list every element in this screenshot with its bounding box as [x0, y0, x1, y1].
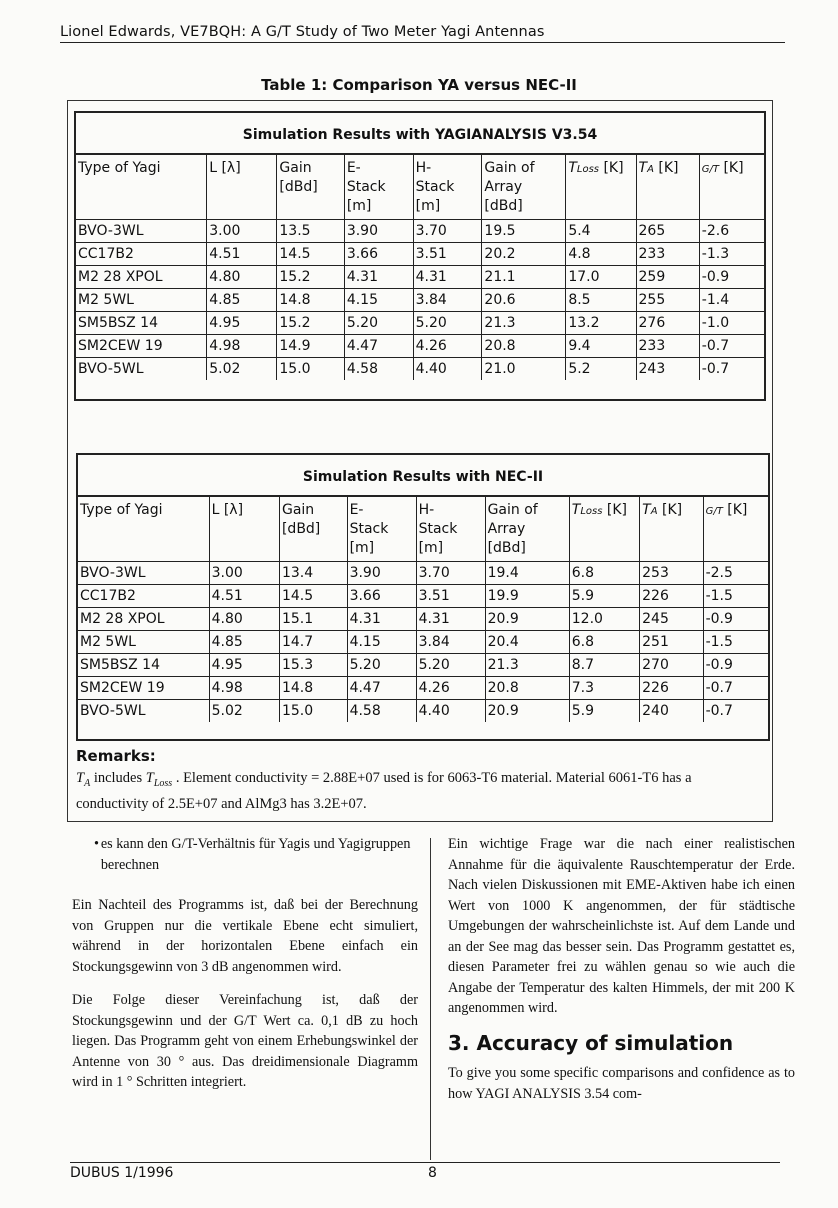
column-header: L [λ]	[209, 497, 279, 562]
table-cell: 4.58	[347, 700, 416, 723]
table-cell: 14.7	[279, 631, 347, 654]
table-cell: 3.66	[344, 243, 413, 266]
table-cell: 4.8	[566, 243, 636, 266]
yagianalysis-results	[74, 111, 766, 401]
table-cell: 5.9	[569, 700, 639, 723]
journal-issue: DUBUS 1/1996	[70, 1165, 174, 1181]
page-footer	[70, 1162, 780, 1181]
column-header: H- Stack [m]	[416, 497, 485, 562]
table-cell: 12.0	[569, 608, 639, 631]
table-cell: 3.00	[207, 220, 277, 243]
table-cell: 4.26	[416, 677, 485, 700]
table-cell: 3.90	[344, 220, 413, 243]
table-cell: 4.31	[344, 266, 413, 289]
table-cell: M2 28 XPOL	[76, 266, 207, 289]
column-header: H- Stack [m]	[413, 155, 482, 220]
paragraph: Ein Nachteil des Programms ist, daß bei der Berechnung von Gruppen nur die vertikale Ebene echt simuliert, während in der horizontalen Ebene einfach ein Stockungsgewinn von 3 dB angenommen wird.	[72, 897, 418, 975]
table-cell: -0.9	[699, 266, 764, 289]
table-row	[76, 266, 764, 289]
table-cell: 4.31	[413, 266, 482, 289]
table-cell: CC17B2	[76, 243, 207, 266]
table-cell: 21.1	[482, 266, 566, 289]
bullet-item	[72, 834, 418, 875]
table-row	[78, 562, 768, 585]
table-cell: M2 5WL	[76, 289, 207, 312]
table-row	[76, 358, 764, 381]
table-cell: 5.20	[344, 312, 413, 335]
table-row	[76, 289, 764, 312]
table-cell: -0.7	[699, 358, 764, 381]
column-header: Gain of Array [dBd]	[482, 155, 566, 220]
table-cell: 253	[640, 562, 703, 585]
table-cell: 4.47	[344, 335, 413, 358]
paragraph: Die Folge dieser Vereinfachung ist, daß der Stockungsgewinn und der G/T Wert ca. 0,1 dB zu hoch liegen. Das Programm geht von einem Erhebungswinkel der Antenne von 30 ° aus. Das dreidimensionale Diagramm wird in 1 ° Schritten integriert.	[72, 992, 418, 1090]
table-cell: 4.95	[207, 312, 277, 335]
table-cell: SM2CEW 19	[78, 677, 209, 700]
results-table	[78, 497, 768, 722]
bullet-text: es kann den G/T-Verhältnis für Yagis und Yagigruppen berechnen	[100, 836, 411, 873]
table-cell: 4.31	[416, 608, 485, 631]
table-cell: 20.8	[485, 677, 569, 700]
table-cell: 5.4	[566, 220, 636, 243]
column-divider	[430, 838, 431, 1160]
table-row	[78, 654, 768, 677]
table-row	[76, 312, 764, 335]
table-cell: 4.98	[209, 677, 279, 700]
running-header: Lionel Edwards, VE7BQH: A G/T Study of Two Meter Yagi Antennas	[60, 24, 785, 43]
table-cell: 17.0	[566, 266, 636, 289]
table-cell: 255	[636, 289, 699, 312]
table-cell: CC17B2	[78, 585, 209, 608]
table-cell: 3.00	[209, 562, 279, 585]
table-cell: 15.0	[277, 358, 344, 381]
table-cell: 265	[636, 220, 699, 243]
table-cell: 3.84	[416, 631, 485, 654]
column-header: TA [K]	[640, 497, 703, 562]
column-header: TA [K]	[636, 155, 699, 220]
table-cell: SM5BSZ 14	[76, 312, 207, 335]
table-cell: 4.15	[344, 289, 413, 312]
table-cell: SM5BSZ 14	[78, 654, 209, 677]
table-cell: 4.98	[207, 335, 277, 358]
table-cell: 20.8	[482, 335, 566, 358]
header-row	[78, 497, 768, 562]
table-title: Simulation Results with YAGIANALYSIS V3.54	[76, 113, 764, 155]
table-cell: 6.8	[569, 631, 639, 654]
table-frame	[67, 100, 773, 822]
table-row	[76, 335, 764, 358]
table-cell: 4.40	[413, 358, 482, 381]
table-cell: -0.9	[703, 654, 768, 677]
table-cell: 20.9	[485, 700, 569, 723]
table-cell: 270	[640, 654, 703, 677]
column-header: G/T [K]	[699, 155, 764, 220]
table-cell: M2 5WL	[78, 631, 209, 654]
table-cell: 259	[636, 266, 699, 289]
bullet-icon: •	[94, 836, 99, 852]
table-cell: 15.0	[279, 700, 347, 723]
remarks-text: $T_A$ includes $T_{Loss}$ . Element conductivity = 2.88E+07 used is for 6063-T6 material. Material 6061-T6 has a conductivity of 2.5E+07 and AlMg3 has 3.2E+07.	[76, 770, 692, 812]
remarks	[76, 746, 766, 814]
table-cell: 15.2	[277, 266, 344, 289]
table-cell: 15.1	[279, 608, 347, 631]
table-cell: 14.5	[277, 243, 344, 266]
table-row	[76, 243, 764, 266]
table-cell: 9.4	[566, 335, 636, 358]
table-cell: 3.84	[413, 289, 482, 312]
table-cell: 5.20	[347, 654, 416, 677]
table-cell: 233	[636, 335, 699, 358]
paragraph: To give you some specific comparisons and confidence as to how YAGI ANALYSIS 3.54 com-	[448, 1065, 795, 1102]
column-header: L [λ]	[207, 155, 277, 220]
table-cell: 4.95	[209, 654, 279, 677]
table-cell: 21.0	[482, 358, 566, 381]
table-cell: 5.2	[566, 358, 636, 381]
nec-results	[76, 453, 770, 741]
right-column	[448, 834, 795, 1117]
table-cell: 19.5	[482, 220, 566, 243]
table-row	[78, 631, 768, 654]
table-cell: 5.20	[416, 654, 485, 677]
table-cell: BVO-3WL	[78, 562, 209, 585]
table-row	[78, 585, 768, 608]
page-number: 8	[428, 1165, 437, 1181]
section-heading: 3. Accuracy of simulation	[448, 1030, 734, 1055]
table-cell: BVO-5WL	[76, 358, 207, 381]
column-header: G/T [K]	[703, 497, 768, 562]
table-cell: -2.6	[699, 220, 764, 243]
table-cell: 14.8	[277, 289, 344, 312]
table-cell: BVO-3WL	[76, 220, 207, 243]
table-cell: 3.51	[413, 243, 482, 266]
table-cell: 4.31	[347, 608, 416, 631]
table-title: Simulation Results with NEC-II	[78, 455, 768, 497]
table-cell: 243	[636, 358, 699, 381]
column-header: E- Stack [m]	[344, 155, 413, 220]
column-header: Gain [dBd]	[279, 497, 347, 562]
table-cell: 4.40	[416, 700, 485, 723]
table-row	[76, 220, 764, 243]
table-cell: 8.5	[566, 289, 636, 312]
column-header: Gain [dBd]	[277, 155, 344, 220]
table-cell: 14.9	[277, 335, 344, 358]
table-cell: M2 28 XPOL	[78, 608, 209, 631]
table-cell: 20.2	[482, 243, 566, 266]
table-cell: 14.5	[279, 585, 347, 608]
table-cell: 4.85	[207, 289, 277, 312]
table-cell: 6.8	[569, 562, 639, 585]
table-cell: 15.3	[279, 654, 347, 677]
paragraph: Ein wichtige Frage war die nach einer realistischen Annahme für die äquivalente Rauschtemperatur der Erde. Nach vielen Diskussionen mit EME-Aktiven habe ich einen Wert von 1000 K angenommen, der für städtische Umgebungen der wahrscheinlichste ist. Auf dem Lande und an der See mag das besser sein. Das Programm gestattet es, diesen Parameter frei zu wählen genau so wie auch die Angabe der Temperatur des kalten Himmels, der mit 200 K angenommen wird.	[448, 836, 795, 1016]
table-cell: -2.5	[703, 562, 768, 585]
table-cell: BVO-5WL	[78, 700, 209, 723]
table-cell: -0.9	[703, 608, 768, 631]
table-cell: -0.7	[703, 700, 768, 723]
table-row	[78, 608, 768, 631]
table-cell: -1.3	[699, 243, 764, 266]
table-cell: 245	[640, 608, 703, 631]
results-table	[76, 155, 764, 380]
table-cell: 4.51	[207, 243, 277, 266]
table-cell: 21.3	[482, 312, 566, 335]
table-cell: -1.5	[703, 631, 768, 654]
table-cell: 5.20	[413, 312, 482, 335]
table-cell: 4.80	[207, 266, 277, 289]
table-cell: -1.4	[699, 289, 764, 312]
table-cell: -1.5	[703, 585, 768, 608]
table-cell: -0.7	[703, 677, 768, 700]
column-header: E- Stack [m]	[347, 497, 416, 562]
table-cell: 3.51	[416, 585, 485, 608]
table-cell: 276	[636, 312, 699, 335]
table-cell: 3.70	[413, 220, 482, 243]
column-header: Type of Yagi	[76, 155, 207, 220]
table-cell: 20.4	[485, 631, 569, 654]
column-header: TLoss [K]	[569, 497, 639, 562]
table-cell: 15.2	[277, 312, 344, 335]
left-column	[72, 834, 418, 1106]
table-cell: 20.6	[482, 289, 566, 312]
table-row	[78, 700, 768, 723]
column-header: TLoss [K]	[566, 155, 636, 220]
column-header: Type of Yagi	[78, 497, 209, 562]
table-cell: 251	[640, 631, 703, 654]
table-cell: 7.3	[569, 677, 639, 700]
table-cell: 240	[640, 700, 703, 723]
table-caption: Table 1: Comparison YA versus NEC-II	[261, 76, 577, 94]
table-cell: 3.90	[347, 562, 416, 585]
table-cell: 226	[640, 585, 703, 608]
table-cell: 19.4	[485, 562, 569, 585]
table-cell: 3.66	[347, 585, 416, 608]
table-row	[78, 677, 768, 700]
table-cell: 14.8	[279, 677, 347, 700]
header-row	[76, 155, 764, 220]
table-cell: 4.47	[347, 677, 416, 700]
table-cell: 3.70	[416, 562, 485, 585]
table-cell: 4.51	[209, 585, 279, 608]
table-cell: 20.9	[485, 608, 569, 631]
table-cell: SM2CEW 19	[76, 335, 207, 358]
table-cell: 5.02	[207, 358, 277, 381]
table-cell: 4.26	[413, 335, 482, 358]
table-cell: 4.15	[347, 631, 416, 654]
table-cell: 4.58	[344, 358, 413, 381]
table-cell: 13.5	[277, 220, 344, 243]
table-cell: -1.0	[699, 312, 764, 335]
table-cell: 226	[640, 677, 703, 700]
table-cell: 5.9	[569, 585, 639, 608]
column-header: Gain of Array [dBd]	[485, 497, 569, 562]
table-cell: 13.4	[279, 562, 347, 585]
table-cell: 21.3	[485, 654, 569, 677]
table-cell: 13.2	[566, 312, 636, 335]
remarks-heading: Remarks:	[76, 747, 156, 765]
table-cell: -0.7	[699, 335, 764, 358]
table-cell: 233	[636, 243, 699, 266]
table-cell: 4.85	[209, 631, 279, 654]
table-cell: 5.02	[209, 700, 279, 723]
table-cell: 8.7	[569, 654, 639, 677]
table-cell: 19.9	[485, 585, 569, 608]
table-cell: 4.80	[209, 608, 279, 631]
